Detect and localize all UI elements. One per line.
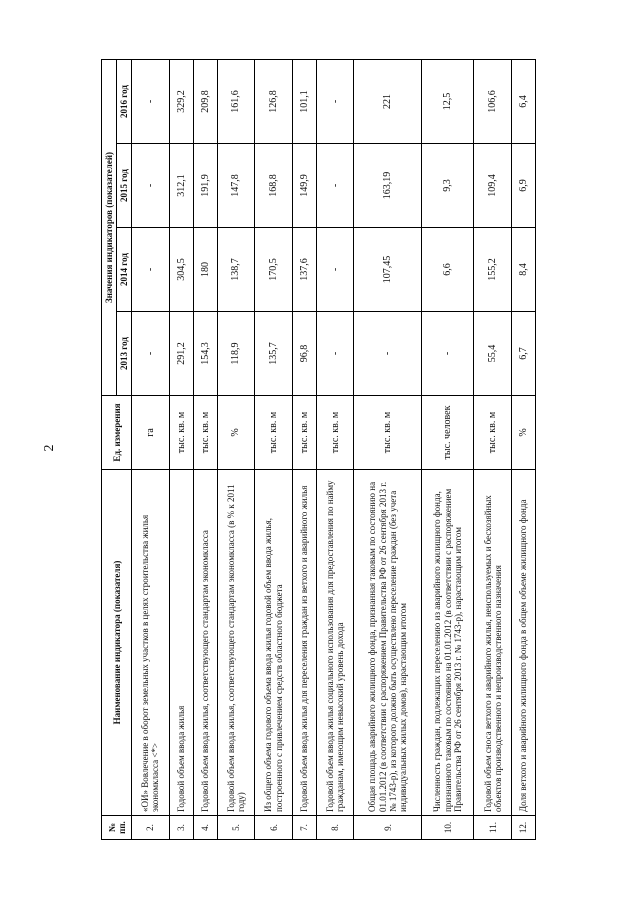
value-cell: 180 xyxy=(193,228,217,312)
value-cell: 6,6 xyxy=(421,228,473,312)
page-number: 2 xyxy=(42,444,57,452)
indicator-name: Общая площадь аварийного жилищного фонда, признанная таковым по состоянию на 01.01.2012 (в соответствии с распоряжением Правительства РФ от 26 сентября 2013 г. № 1743-р), из которого должно быть осуществлено переселение граждан (без учета индивидуальных жилых домов), нарастающим итогом xyxy=(354,470,422,816)
header-no: № пп. xyxy=(102,816,132,840)
unit: тыс. человек xyxy=(421,396,473,470)
indicator-name: Доля ветхого и аварийного жилищного фонда в общем объеме жилищного фонда xyxy=(511,470,535,816)
indicator-name: Годовой объем ввода жилья социального использования для предоставления по найму гражданам, имеющим невысокий уровень дохода xyxy=(316,470,353,816)
indicator-name: Численность граждан, подлежащих переселению из аварийного жилищного фонда, признанного таковым по состоянию на 01.01.2012 (в соответствии с распоряжением Правительства РФ от 26 сентября 2013 г. № 1743-р), нарастающим итогом xyxy=(421,470,473,816)
table-row xyxy=(421,59,473,839)
unit: тыс. кв. м xyxy=(169,396,193,470)
value-cell: 168,8 xyxy=(255,144,292,228)
indicator-name: Годовой объем ввода жилья, соответствующего стандартам экономкласса xyxy=(193,470,217,816)
header-year: 2014 год xyxy=(117,228,132,312)
value-cell: 329,2 xyxy=(169,59,193,143)
value-cell: 107,45 xyxy=(354,228,422,312)
value-cell: - xyxy=(316,59,353,143)
row-number: 3. xyxy=(169,816,193,840)
value-cell: 9,3 xyxy=(421,144,473,228)
value-cell: - xyxy=(132,228,169,312)
table-row xyxy=(255,59,292,839)
value-cell: 6,4 xyxy=(511,59,535,143)
table-row xyxy=(132,59,169,839)
value-cell: 191,9 xyxy=(193,144,217,228)
value-cell: 137,6 xyxy=(292,228,316,312)
value-cell: - xyxy=(316,144,353,228)
value-cell: - xyxy=(354,312,422,396)
value-cell: 138,7 xyxy=(217,228,254,312)
value-cell: 170,5 xyxy=(255,228,292,312)
value-cell: - xyxy=(316,228,353,312)
header-unit: Ед. измерения xyxy=(102,396,132,470)
rotated-table-container xyxy=(101,60,536,840)
value-cell: 118,9 xyxy=(217,312,254,396)
table-row xyxy=(511,59,535,839)
table-row xyxy=(354,59,422,839)
value-cell: 6,7 xyxy=(511,312,535,396)
indicator-name: «ОИ» Вовлечение в оборот земельных участков в целях строительства жилья экономкласса <*> xyxy=(132,470,169,816)
indicator-name: Годовой объем ввода жилья xyxy=(169,470,193,816)
value-cell: 12,5 xyxy=(421,59,473,143)
header-values-group: Значения индикаторов (показателей) xyxy=(102,59,117,395)
row-number: 5. xyxy=(217,816,254,840)
value-cell: - xyxy=(421,312,473,396)
indicator-name: Из общего объема годового объема ввода жилья годовой объем ввода жилья, построенного с привлечением средств областного бюджета xyxy=(255,470,292,816)
table-row xyxy=(292,59,316,839)
value-cell: 101,1 xyxy=(292,59,316,143)
header-name: Наименование индикатора (показателя) xyxy=(102,470,132,816)
value-cell: 312,1 xyxy=(169,144,193,228)
table-row xyxy=(316,59,353,839)
value-cell: 55,4 xyxy=(474,312,511,396)
value-cell: 209,8 xyxy=(193,59,217,143)
unit: % xyxy=(511,396,535,470)
value-cell: 154,3 xyxy=(193,312,217,396)
value-cell: 149,9 xyxy=(292,144,316,228)
table-row xyxy=(217,59,254,839)
value-cell: 135,7 xyxy=(255,312,292,396)
table-row xyxy=(193,59,217,839)
table-row xyxy=(474,59,511,839)
row-number: 4. xyxy=(193,816,217,840)
row-number: 12. xyxy=(511,816,535,840)
row-number: 2. xyxy=(132,816,169,840)
table-row xyxy=(169,59,193,839)
header-row-1 xyxy=(102,59,117,839)
value-cell: 221 xyxy=(354,59,422,143)
header-year: 2013 год xyxy=(117,312,132,396)
indicators-table xyxy=(101,59,536,840)
unit: га xyxy=(132,396,169,470)
value-cell: 109,4 xyxy=(474,144,511,228)
value-cell: - xyxy=(132,312,169,396)
header-year: 2016 год xyxy=(117,59,132,143)
unit: тыс. кв. м xyxy=(474,396,511,470)
value-cell: 163,19 xyxy=(354,144,422,228)
value-cell: 161,6 xyxy=(217,59,254,143)
indicator-name: Годовой объем ввода жилья для переселения граждан из ветхого и аварийного жилья xyxy=(292,470,316,816)
value-cell: - xyxy=(316,312,353,396)
value-cell: 106,6 xyxy=(474,59,511,143)
value-cell: 291,2 xyxy=(169,312,193,396)
indicator-name: Годовой объем сноса ветхого и аварийного жилья, неиспользуемых и бесхозяйных объектов производственного и непроизводственного назначения xyxy=(474,470,511,816)
value-cell: 8,4 xyxy=(511,228,535,312)
unit: тыс. кв. м xyxy=(354,396,422,470)
unit: тыс. кв. м xyxy=(292,396,316,470)
unit: % xyxy=(217,396,254,470)
unit: тыс. кв. м xyxy=(193,396,217,470)
value-cell: 6,9 xyxy=(511,144,535,228)
unit: тыс. кв. м xyxy=(316,396,353,470)
value-cell: 155,2 xyxy=(474,228,511,312)
indicator-name: Годовой объем ввода жилья, соответствующего стандартам экономкласса (в % к 2011 году) xyxy=(217,470,254,816)
header-year: 2015 год xyxy=(117,144,132,228)
table-body xyxy=(132,59,536,839)
unit: тыс. кв. м xyxy=(255,396,292,470)
row-number: 10. xyxy=(421,816,473,840)
value-cell: 126,8 xyxy=(255,59,292,143)
row-number: 8. xyxy=(316,816,353,840)
row-number: 11. xyxy=(474,816,511,840)
value-cell: - xyxy=(132,59,169,143)
row-number: 6. xyxy=(255,816,292,840)
row-number: 9. xyxy=(354,816,422,840)
row-number: 7. xyxy=(292,816,316,840)
value-cell: 147,8 xyxy=(217,144,254,228)
value-cell: 96,8 xyxy=(292,312,316,396)
value-cell: - xyxy=(132,144,169,228)
value-cell: 304,5 xyxy=(169,228,193,312)
